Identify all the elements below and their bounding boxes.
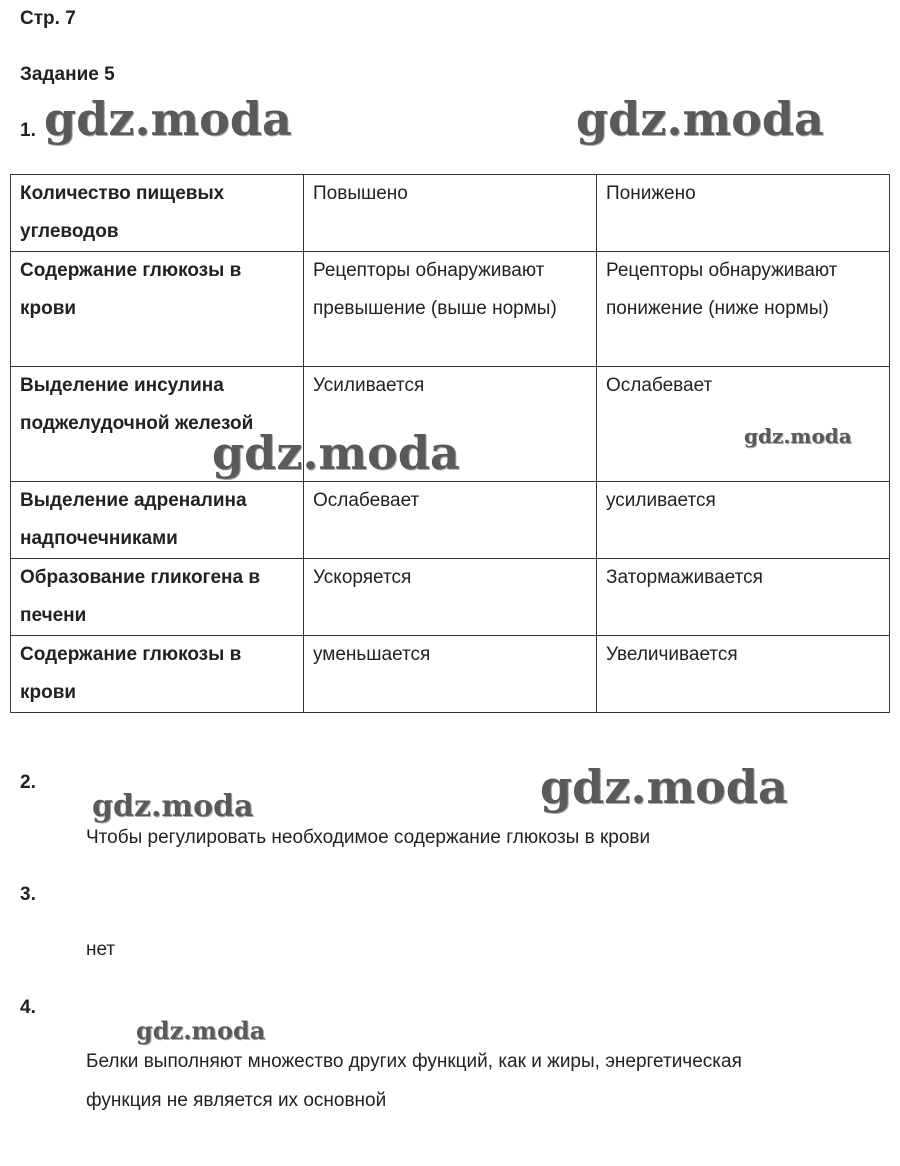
table-row: [11, 252, 890, 367]
question-1-number: 1.: [20, 120, 36, 141]
table-row: [11, 559, 890, 636]
question-4-answer-line-2: функция не является их основной: [86, 1090, 387, 1111]
table-cell: Образование гликогена в печени: [11, 559, 304, 636]
question-2-number: 2.: [20, 772, 36, 793]
table-cell: Содержание глюкозы в крови: [11, 636, 304, 713]
table-cell: Количество пищевых углеводов: [11, 175, 304, 252]
table-cell: уменьшается: [304, 636, 597, 713]
table-cell: Ослабевает: [304, 482, 597, 559]
table-cell: Увеличивается: [597, 636, 890, 713]
table-cell: Выделение адреналина надпочечниками: [11, 482, 304, 559]
question-3-number: 3.: [20, 884, 36, 905]
table-cell: Усиливается: [304, 367, 597, 482]
watermark: gdz.moda: [92, 789, 254, 824]
table-row: [11, 636, 890, 713]
watermark: gdz.moda: [44, 92, 292, 146]
table-cell: Ускоряется: [304, 559, 597, 636]
question-4-number: 4.: [20, 997, 36, 1018]
table-row: [11, 175, 890, 252]
watermark: gdz.moda: [540, 760, 788, 814]
table-cell: Повышено: [304, 175, 597, 252]
regulation-table: [10, 174, 890, 713]
table-cell: усиливается: [597, 482, 890, 559]
table-cell: Выделение инсулина поджелудочной железой: [11, 367, 304, 482]
watermark: gdz.moda: [576, 92, 824, 146]
task-title: Задание 5: [20, 64, 115, 85]
table-cell: Понижено: [597, 175, 890, 252]
table-cell: Рецепторы обнаруживают превышение (выше нормы): [304, 252, 597, 367]
watermark: gdz.moda: [744, 424, 852, 448]
table-row: [11, 482, 890, 559]
question-4-answer-line-1: Белки выполняют множество других функций, как и жиры, энергетическая: [86, 1051, 742, 1072]
question-2-answer: Чтобы регулировать необходимое содержание глюкозы в крови: [86, 827, 651, 848]
table-cell: Содержание глюкозы в крови: [11, 252, 304, 367]
question-3-answer: нет: [86, 939, 116, 960]
table-cell: Ослабевает: [597, 367, 890, 482]
watermark: gdz.moda: [136, 1016, 266, 1045]
page-label: Стр. 7: [20, 8, 76, 29]
watermark: gdz.moda: [212, 426, 460, 480]
table-cell: Затормаживается: [597, 559, 890, 636]
table-cell: Рецепторы обнаруживают понижение (ниже нормы): [597, 252, 890, 367]
table-row: [11, 367, 890, 482]
